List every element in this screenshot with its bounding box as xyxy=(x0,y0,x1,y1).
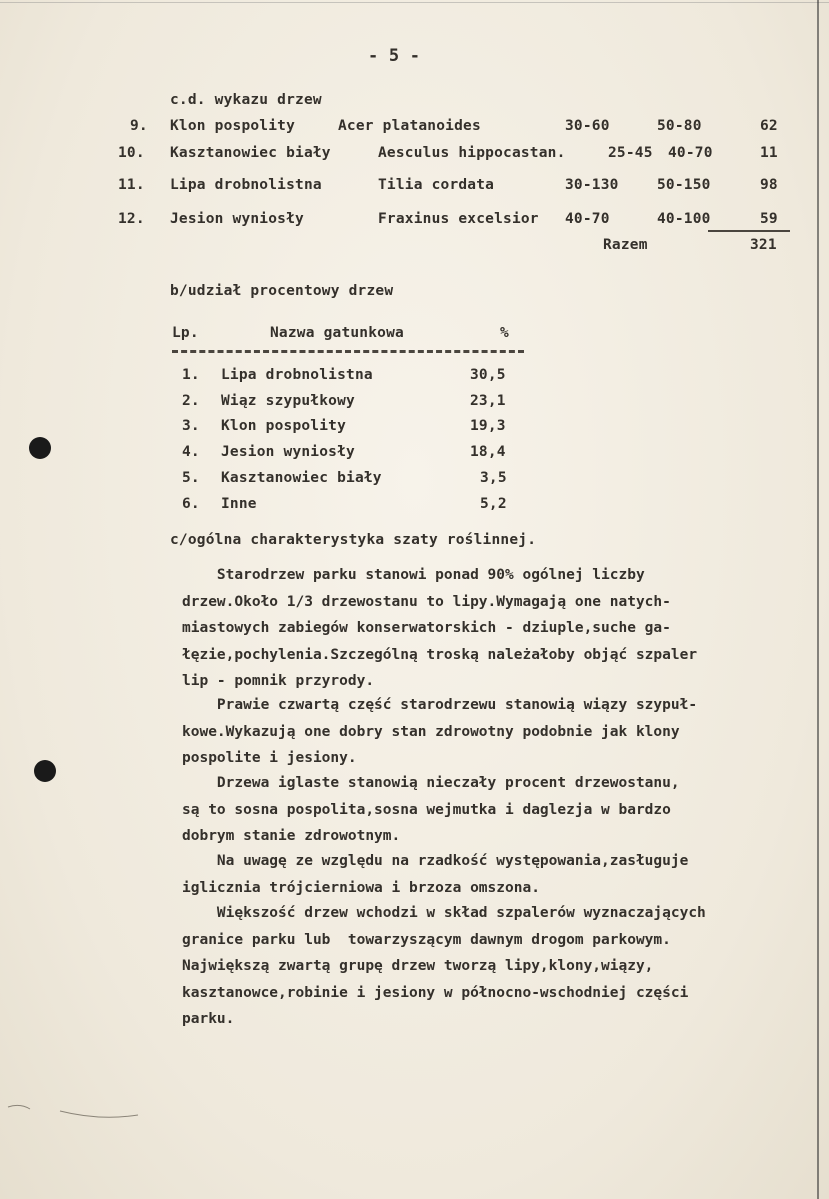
range-2: 40-100 xyxy=(657,211,711,227)
punch-hole-lower xyxy=(34,760,56,782)
column-header-name: Nazwa gatunkowa xyxy=(270,325,404,341)
row-number: 1. xyxy=(182,367,200,383)
row-number: 9. xyxy=(130,118,148,134)
range-1: 30-60 xyxy=(565,118,610,134)
paragraph: Większość drzew wchodzi w skład szpalerów wyznaczających granice parku lub towarzyszącym dawnym drogom parkowym. Największą zwartą grupę drzew tworzą lipy,klony,wiązy, kasztanowce,robinie i jesiony w północno-wschodniej części parku. xyxy=(182,905,706,1027)
row-number: 12. xyxy=(118,211,145,227)
row-number: 6. xyxy=(182,496,200,512)
pencil-mark xyxy=(0,1085,150,1125)
percent-value: 18,4 xyxy=(470,444,506,460)
species-name: Kasztanowiec biały xyxy=(221,470,382,486)
total-label: Razem xyxy=(603,237,648,253)
species-name: Lipa drobnolistna xyxy=(221,367,373,383)
row-number: 10. xyxy=(118,145,145,161)
paragraph: Prawie czwartą część starodrzewu stanowią wiązy szypuł- kowe.Wykazują one dobry stan zdrowotny podobnie jak klony pospolite i jesiony. xyxy=(182,697,698,766)
row-number: 5. xyxy=(182,470,200,486)
species-name: Inne xyxy=(221,496,257,512)
range-1: 40-70 xyxy=(565,211,610,227)
species-name: Klon pospolity xyxy=(221,418,347,434)
count: 98 xyxy=(760,177,778,193)
count: 62 xyxy=(760,118,778,134)
percent-value: 30,5 xyxy=(470,367,506,383)
row-number: 3. xyxy=(182,418,200,434)
range-1: 30-130 xyxy=(565,177,619,193)
row-number: 4. xyxy=(182,444,200,460)
characteristics-heading: c/ogólna charakterystyka szaty roślinnej. xyxy=(170,532,537,548)
paragraph: Na uwagę ze względu na rzadkość występowania,zasługuje iglicznia trójcierniowa i brzoza omszona. xyxy=(182,853,689,896)
percent-value: 3,5 xyxy=(480,470,507,486)
page-edge-top xyxy=(0,2,829,3)
range-2: 50-150 xyxy=(657,177,711,193)
range-2: 50-80 xyxy=(657,118,702,134)
range-1: 25-45 xyxy=(608,145,653,161)
page-edge-right xyxy=(817,0,819,1199)
page-number: - 5 - xyxy=(368,46,421,66)
header-divider xyxy=(172,350,524,353)
paragraph: Starodrzew parku stanowi ponad 90% ogólnej liczby drzew.Około 1/3 drzewostanu to lipy.Wymagają one natych- miastowych zabiegów konserwatorskich - dziuple,suche ga- łęzie,pochylenia.Szczególną troską należałoby objąć szpaler lip - pomnik przyrody. xyxy=(182,567,698,689)
punch-hole-upper xyxy=(29,437,51,459)
range-2: 40-70 xyxy=(668,145,713,161)
column-header-percent: % xyxy=(500,325,509,341)
column-header-lp: Lp. xyxy=(172,325,199,341)
species-name: Kasztanowiec biały xyxy=(170,145,331,161)
percent-value: 5,2 xyxy=(480,496,507,512)
latin-name: Aesculus hippocastan. xyxy=(378,145,566,161)
row-number: 2. xyxy=(182,393,200,409)
species-name: Klon pospolity xyxy=(170,118,296,134)
paragraph: Drzewa iglaste stanowią nieczały procent drzewostanu, są to sosna pospolita,sosna wejmutka i daglezja w bardzo dobrym stanie zdrowotnym. xyxy=(182,775,680,844)
latin-name: Fraxinus excelsior xyxy=(378,211,539,227)
species-name: Lipa drobnolistna xyxy=(170,177,322,193)
row-number: 11. xyxy=(118,177,145,193)
latin-name: Acer platanoides xyxy=(338,118,481,134)
species-name: Wiąz szypułkowy xyxy=(221,393,355,409)
percent-value: 19,3 xyxy=(470,418,506,434)
sum-underline xyxy=(708,230,790,232)
total-value: 321 xyxy=(750,237,777,253)
percent-value: 23,1 xyxy=(470,393,506,409)
latin-name: Tilia cordata xyxy=(378,177,495,193)
tree-list-heading: c.d. wykazu drzew xyxy=(170,92,322,108)
count: 11 xyxy=(760,145,778,161)
count: 59 xyxy=(760,211,778,227)
species-name: Jesion wyniosły xyxy=(170,211,304,227)
species-name: Jesion wyniosły xyxy=(221,444,355,460)
percent-heading: b/udział procentowy drzew xyxy=(170,283,394,299)
